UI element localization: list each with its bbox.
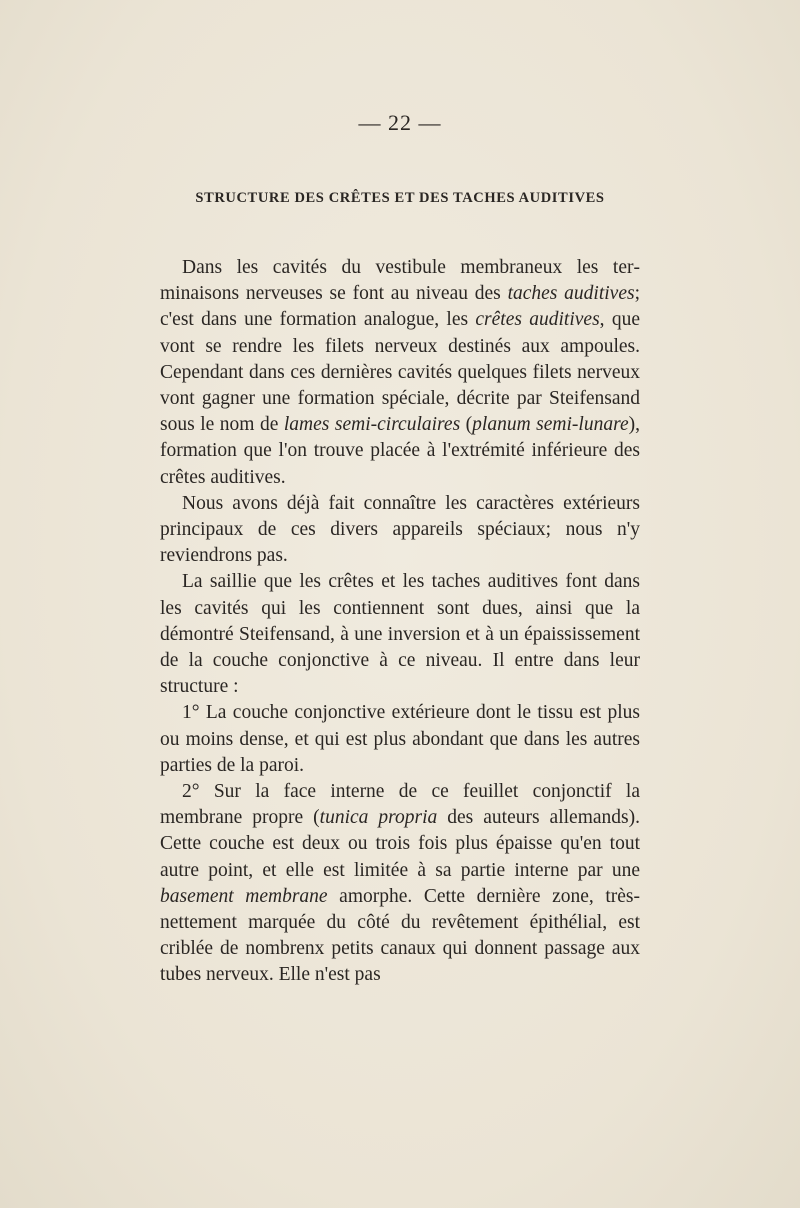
text-run: (	[460, 414, 473, 436]
paragraph	[160, 779, 640, 989]
text-run: ), formation que l'on trouve placée à l'extrémité inférieure des crêtes auditives.	[160, 414, 640, 488]
body-text	[160, 255, 640, 989]
paragraph	[160, 569, 640, 700]
page-number: — 22 —	[358, 110, 442, 135]
text-run: des auteurs allemands). Cette couche est deux ou trois fois plus épaisse qu'en tout autre point, et elle est limitée à sa partie interne par une	[160, 807, 640, 881]
paragraph	[160, 491, 640, 570]
paragraph	[160, 700, 640, 779]
text-run: 1° La couche conjonctive extérieure dont le tissu est plus ou moins dense, et qui est plus abondant que dans les autres parties de la paroi.	[160, 702, 640, 776]
italic-term: lames semi-circulaires	[283, 414, 461, 436]
text-run: ; c'est dans une formation analogue, les	[160, 283, 640, 331]
text-run: , que vont se rendre les filets nerveux destinés aux ampoules. Cependant dans ces dernières cavités quelques filets nerveux vont gagner une formation spéciale, décrite par Steifensand sous le nom de	[160, 309, 641, 436]
italic-term: tunica propria	[319, 807, 438, 829]
italic-term: crêtes auditives	[475, 309, 600, 331]
paragraph	[160, 255, 640, 491]
text-run: amorphe. Cette dernière zone, très-nettement marquée du côté du revêtement épithélial, est criblée de nombrenx petits canaux qui donnent passage aux tubes nerveux. Elle n'est pas	[160, 885, 640, 986]
italic-term: planum semi-lunare	[472, 414, 629, 436]
text-run: La saillie que les crêtes et les taches auditives font dans les cavités qui les contiennent sont dues, ainsi que la démontré Steifensand, à une inversion et à un épaississement de la couche conjonctive à ce niveau. Il entre dans leur structure :	[160, 571, 640, 698]
italic-term: taches auditives	[507, 283, 635, 305]
text-run: Nous avons déjà fait connaître les caractères extérieurs principaux de ces divers appareils spéciaux; nous n'y reviendrons pas.	[160, 492, 640, 567]
text-run: Dans les cavités du vestibule membraneux les terminaisons nerveuses se font au niveau des	[160, 257, 640, 305]
italic-term: basement membrane	[160, 885, 328, 907]
text-run: 2° Sur la face interne de ce feuillet conjonctif la membrane propre (	[160, 781, 640, 829]
section-heading: STRUCTURE DES CRÊTES ET DES TACHES AUDITIVES	[195, 190, 605, 206]
